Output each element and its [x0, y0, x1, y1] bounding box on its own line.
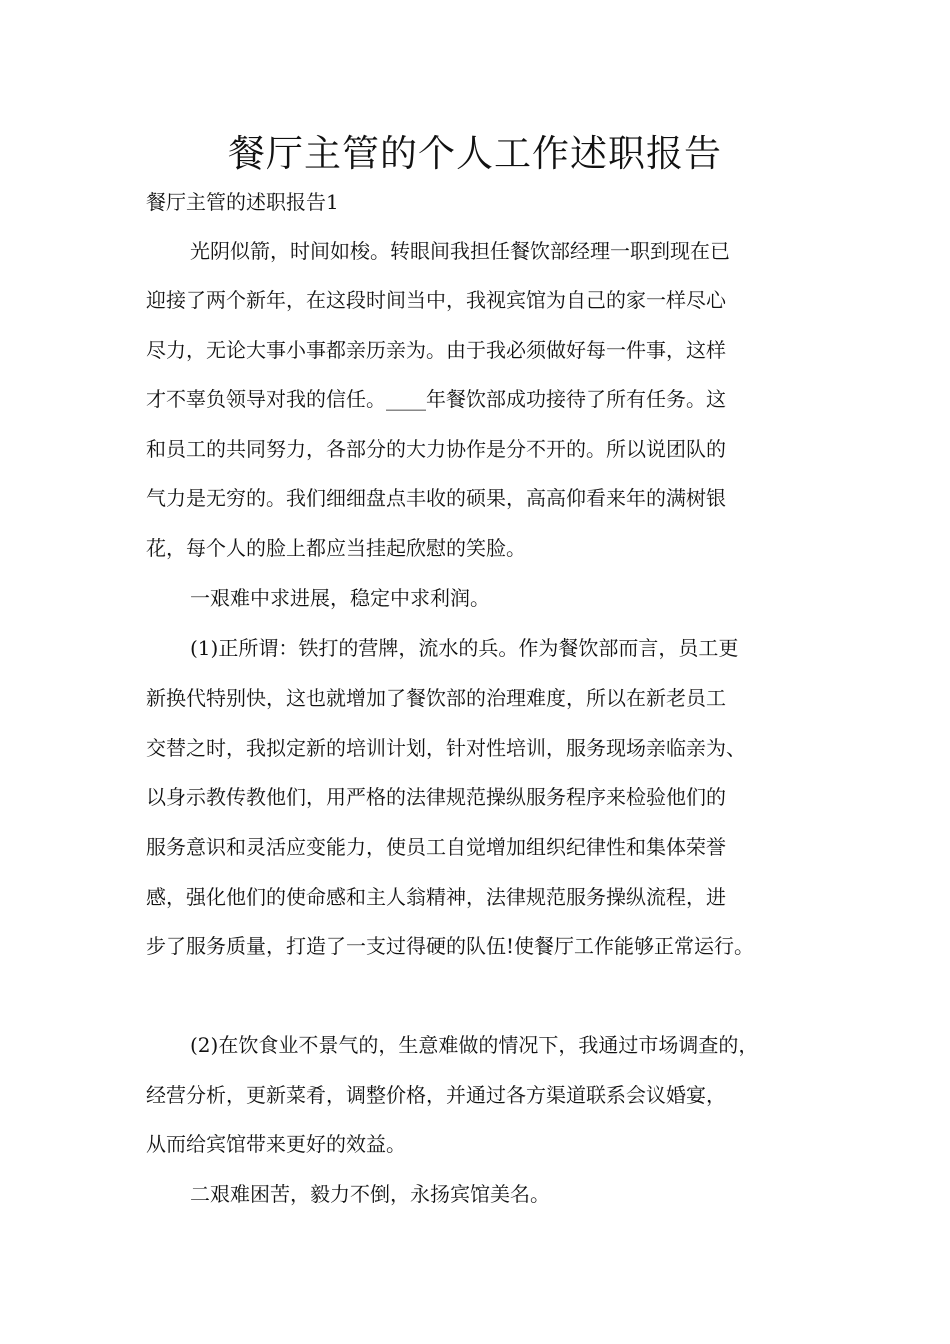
paragraph-line: 以身示教传教他们，用严格的法律规范操纵服务程序来检验他们的 [146, 785, 726, 809]
paragraph-line: 气力是无穷的。我们细细盘点丰收的硕果，高高仰看来年的满树银 [146, 486, 726, 510]
section-heading: 一艰难中求进展，稳定中求利润。 [190, 586, 490, 610]
paragraph-line: (2)在饮食业不景气的，生意难做的情况下，我通过市场调查的， [190, 1033, 759, 1057]
paragraph-line: 光阴似箭，时间如梭。转眼间我担任餐饮部经理一职到现在已 [190, 239, 730, 263]
paragraph-line: 经营分析，更新菜肴，调整价格，并通过各方渠道联系会议婚宴， [146, 1083, 726, 1107]
paragraph-line: (1)正所谓：铁打的营牌，流水的兵。作为餐饮部而言，员工更 [190, 636, 739, 660]
paragraph-line: 交替之时，我拟定新的培训计划，针对性培训，服务现场亲临亲为、 [146, 736, 746, 760]
document-subtitle: 餐厅主管的述职报告1 [146, 190, 339, 214]
paragraph-line: 才不辜负领导对我的信任。____年餐饮部成功接待了所有任务。这 [146, 387, 726, 411]
paragraph-line: 尽力，无论大事小事都亲历亲为。由于我必须做好每一件事，这样 [146, 338, 726, 362]
document-title: 餐厅主管的个人工作述职报告 [228, 132, 722, 175]
section-heading: 二艰难困苦，毅力不倒，永扬宾馆美名。 [190, 1182, 550, 1206]
paragraph-line: 和员工的共同努力，各部分的大力协作是分不开的。所以说团队的 [146, 437, 726, 461]
paragraph-line: 从而给宾馆带来更好的效益。 [146, 1132, 406, 1156]
paragraph-line: 感，强化他们的使命感和主人翁精神，法律规范服务操纵流程，进 [146, 885, 726, 909]
paragraph-line: 服务意识和灵活应变能力，使员工自觉增加组织纪律性和集体荣誉 [146, 835, 726, 859]
paragraph-line: 新换代特别快，这也就增加了餐饮部的治理难度，所以在新老员工 [146, 686, 726, 710]
paragraph-line: 步了服务质量，打造了一支过得硬的队伍!使餐厅工作能够正常运行。 [146, 934, 755, 958]
paragraph-line: 花，每个人的脸上都应当挂起欣慰的笑脸。 [146, 536, 526, 560]
paragraph-line: 迎接了两个新年，在这段时间当中，我视宾馆为自己的家一样尽心 [146, 288, 726, 312]
